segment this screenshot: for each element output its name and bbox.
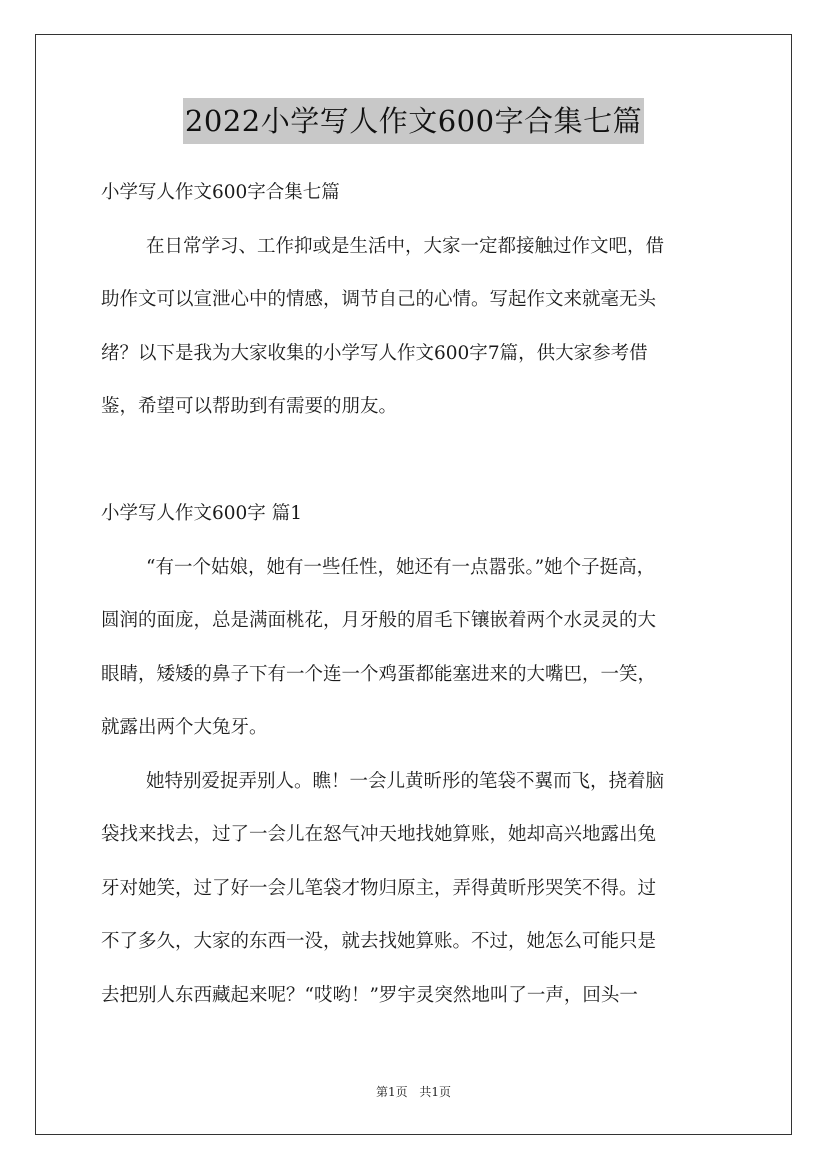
intro-line: 助作文可以宣泄心中的情感，调节自己的心情。写起作文来就毫无头 (101, 289, 657, 310)
paragraph-line: 袋找来找去，过了一会儿在怒气冲天地找她算账，她却高兴地露出兔 (101, 824, 657, 845)
section-heading: 小学写人作文600字 篇1 (101, 503, 302, 524)
intro-line: 鉴，希望可以帮助到有需要的朋友。 (101, 396, 398, 417)
paragraph-line: 牙对她笑，过了好一会儿笔袋才物归原主，弄得黄昕彤哭笑不得。过 (101, 877, 657, 899)
title-area (0, 98, 827, 144)
subtitle: 小学写人作文600字合集七篇 (101, 182, 340, 203)
intro-line: 在日常学习、工作抑或是生活中，大家一定都接触过作文吧，借 (146, 235, 665, 257)
paragraph-line: “有一个姑娘，她有一些任性，她还有一点嚣张。”她个子挺高， (146, 556, 656, 578)
intro-line: 绪？以下是我为大家收集的小学写人作文600字7篇，供大家参考借 (101, 342, 648, 364)
page-footer (0, 1083, 827, 1100)
paragraph-line: 她特别爱捉弄别人。瞧！一会儿黄昕彤的笔袋不翼而飞，挠着脑 (146, 770, 665, 792)
blank-line (101, 443, 726, 497)
paragraph-line: 就露出两个大兔牙。 (101, 717, 268, 738)
document-body (101, 175, 726, 1031)
paragraph-line: 不了多久，大家的东西一没，就去找她算账。不过，她怎么可能只是 (101, 931, 657, 952)
page-total: 共1页 (419, 1085, 452, 1099)
paragraph-line: 圆润的面庞，总是满面桃花，月牙般的眉毛下镶嵌着两个水灵灵的大 (101, 610, 657, 631)
page-number: 第1页 (375, 1085, 408, 1099)
paragraph-line: 去把别人东西藏起来呢？“哎哟！”罗宇灵突然地叫了一声，回头一 (101, 984, 638, 1006)
paragraph-line: 眼睛，矮矮的鼻子下有一个连一个鸡蛋都能塞进来的大嘴巴，一笑， (101, 663, 657, 685)
document-title: 2022小学写人作文600字合集七篇 (183, 98, 644, 144)
